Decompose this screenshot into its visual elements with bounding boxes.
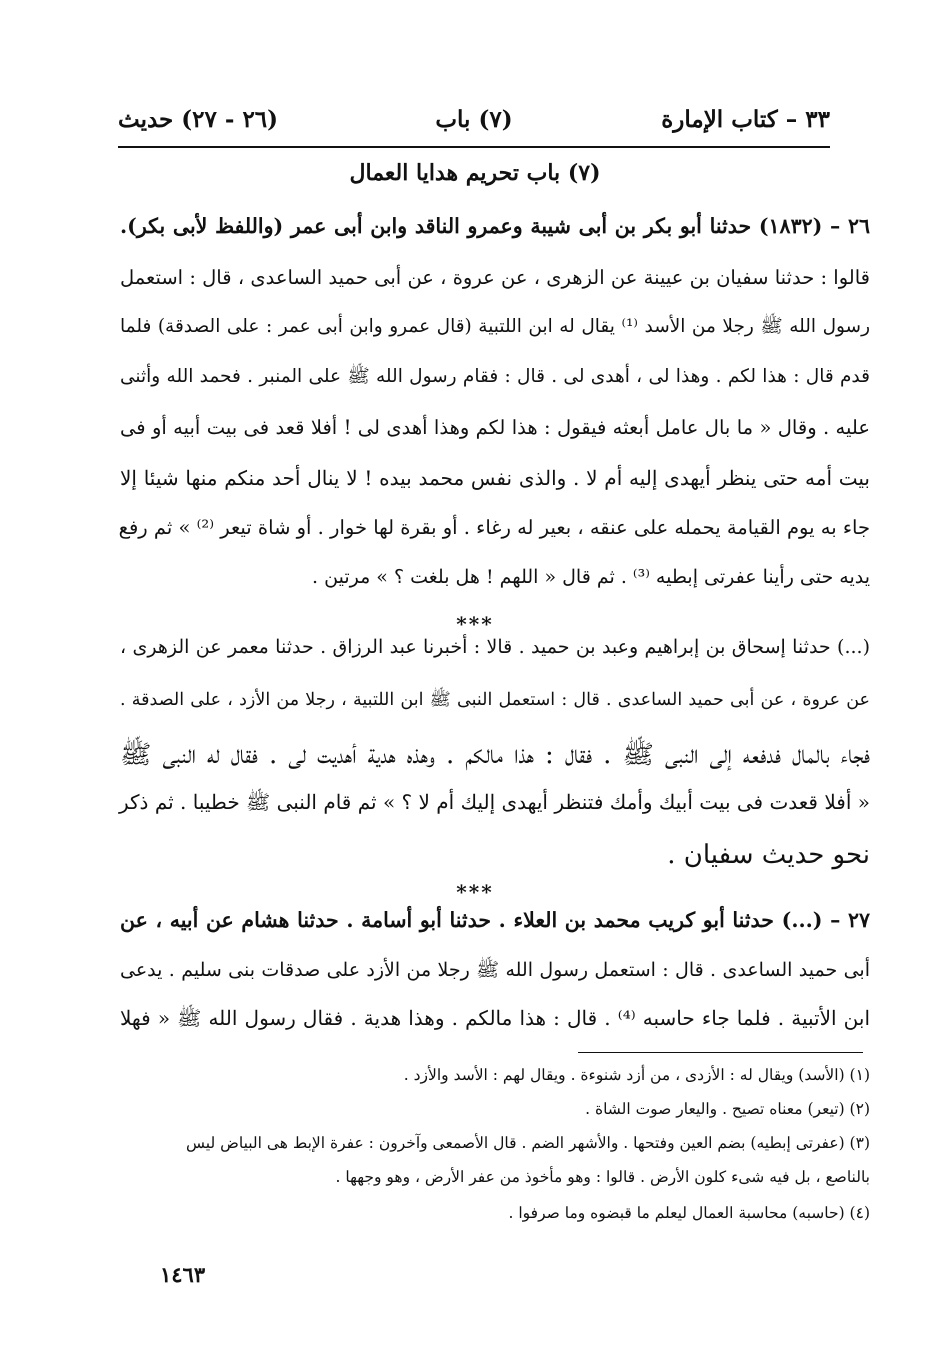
section-separator: *** [456, 880, 494, 904]
section-separator: *** [456, 612, 494, 636]
text-line: « أفلا قعدت فى بيت أبيك وأمك فتنظر أيهدى إليك أم لا ؟ » ثم قام النبى ﷺ خطيبا . ثم ذكر [119, 790, 870, 814]
text-line: قدم قال : هذا لكم . وهذا لى ، أهدى لى . قال : فقام رسول الله ﷺ على المنبر . فحمد الله وأثنى [120, 366, 870, 387]
footnote: (١) (الأسد) ويقال له : الأزدى ، من أزد شنوءة . ويقال لهم : الأسد والأزد . [403, 1066, 870, 1084]
text-line: جاء به يوم القيامة يحمله على عنقه ، بعير له رغاء . أو بقرة لها خوار . أو شاة تيعر ⁽²⁾ » ثم رفع [118, 516, 870, 539]
footnote: (٤) (حاسبه) محاسبة العمال ليعلم ما قبضوه وما صرفوا . [508, 1204, 870, 1222]
text-line: ٢٧ – (...) حدثنا أبو كريب محمد بن العلاء . حدثنا أبو أسامة . حدثنا هشام عن أبيه ، عن [120, 908, 870, 932]
footnote: (٣) (عفرتى إبطيه) بضم العين وفتحها . والأشهر الضم . قال الأصمعى وآخرون : عفرة الإبط هى البياض ليس [186, 1134, 870, 1152]
header-hadith-range: (٢٦ - ٢٧) حديث [118, 106, 279, 133]
page-number: ١٤٦٣ [160, 1262, 206, 1287]
text-line: عن عروة ، عن أبى حميد الساعدى . قال : استعمل النبى ﷺ ابن اللتبية ، رجلا من الأزد ، على الصدقة . [120, 690, 870, 710]
text-line: فجاء بالمال فدفعه إلى النبى ﷺ . فقال : هذا مالكم . وهذه هدية أهديت لى . فقال له النبى ﷺ [120, 740, 870, 770]
chapter-title: (٧) باب تحريم هدايا العمال [349, 160, 601, 186]
footnote: (٢) (تيعر) معناه تصيح . واليعار صوت الشاة . [585, 1100, 870, 1118]
footnote-rule [578, 1052, 863, 1053]
header-rule [118, 146, 830, 148]
text-line: يديه حتى رأينا عفرتى إبطيه ⁽³⁾ . ثم قال « اللهم ! هل بلغت ؟ » مرتين . [312, 566, 870, 588]
text-line: رسول الله ﷺ رجلا من الأسد ⁽¹⁾ يقال له ابن اللتبية (قال عمرو وابن أبى عمر : على الصدقة) فلما [120, 316, 870, 337]
text-line: بيت أمه حتى ينظر أيهدى إليه أم لا . والذى نفس محمد بيده ! لا ينال أحد منكم منها شيئا إلا [120, 466, 870, 490]
text-line: نحو حديث سفيان . [667, 840, 870, 870]
text-line: ٢٦ – (١٨٣٢) حدثنا أبو بكر بن أبى شيبة وعمرو الناقد وابن أبى عمر (واللفظ لأبى بكر). [120, 214, 870, 238]
text-line: عليه . وقال « ما بال عامل أبعثه فيقول : هذا لكم وهذا أهدى لى ! أفلا قعد فى بيت أبيه أو فى [120, 416, 870, 439]
header-chapter: (٧) باب [435, 106, 513, 133]
text-line: قالوا : حدثنا سفيان بن عيينة عن الزهرى ، عن عروة ، عن أبى حميد الساعدى ، قال : استعمل [120, 266, 870, 289]
footnote: بالناصع ، بل فيه شىء كلون الأرض . قالوا : وهو مأخوذ من عفر الأرض ، وهو وجهها . [335, 1168, 870, 1186]
text-line: أبى حميد الساعدى . قال : استعمل رسول الله ﷺ رجلا من الأزد على صدقات بنى سليم . يدعى [120, 959, 870, 981]
running-header [118, 98, 830, 142]
text-line: ابن الأتبية . فلما جاء حاسبه ⁽⁴⁾ . قال : هذا مالكم . وهذا هدية . فقال رسول الله ﷺ « فهلا [120, 1006, 871, 1030]
header-book-title: ٣٣ – كتاب الإمارة [661, 106, 830, 133]
text-line: (...) حدثنا إسحاق بن إبراهيم وعبد بن حميد . قالا : أخبرنا عبد الرزاق . حدثنا معمر عن الزهرى ، [120, 636, 870, 658]
